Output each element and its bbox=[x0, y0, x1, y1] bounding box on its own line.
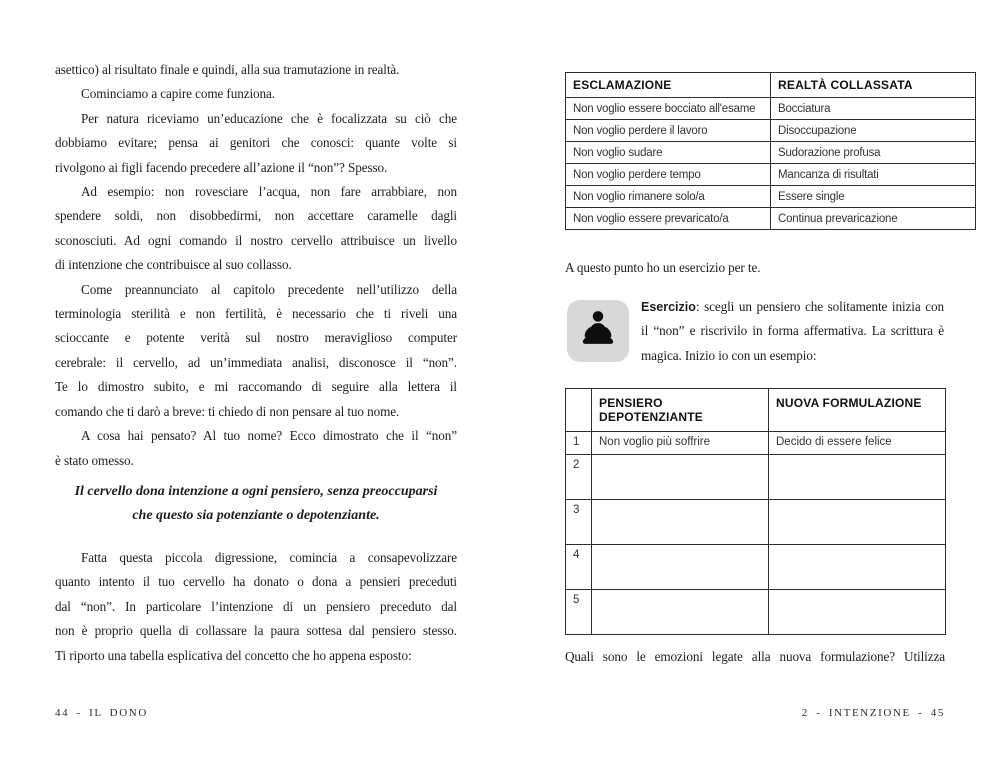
text-line: sconosciuti. Ad ogni comando il nostro cervello attribuisce un livello bbox=[55, 232, 457, 248]
table-header-cell: ESCLAMAZIONE bbox=[566, 73, 771, 98]
collapse-table bbox=[565, 72, 976, 230]
table-cell-empty bbox=[592, 590, 769, 635]
table-cell: Non voglio rimanere solo/a bbox=[566, 186, 771, 208]
text-line: comando che ti darò a breve: ti chiedo di non pensare al tuo nome. bbox=[55, 403, 400, 419]
text-line: Te lo dimostro subito, e mi raccomando di seguire alla lettera il bbox=[55, 379, 457, 395]
row-number-cell: 1 bbox=[566, 432, 592, 455]
table-header-cell: NUOVA FORMULAZIONE bbox=[769, 389, 946, 432]
text-line: terminologia sterilità e non fertilità, è necessario che ti riveli una bbox=[55, 306, 457, 322]
text-line: Per natura riceviamo un’educazione che è focalizzata su ciò che bbox=[81, 110, 457, 126]
meditation-icon bbox=[567, 300, 629, 362]
table-row bbox=[566, 208, 976, 230]
text-line: non è proprio quella di collassare la paura sottesa dal pensiero stesso. bbox=[55, 623, 457, 639]
table-cell: Non voglio essere prevaricato/a bbox=[566, 208, 771, 230]
text-line: Come preannunciato al capitolo precedente nell’utilizzo della bbox=[81, 281, 457, 297]
table-row bbox=[566, 142, 976, 164]
table-row bbox=[566, 545, 946, 590]
text-line: Ti riporto una tabella esplicativa del concetto che ho appena esposto: bbox=[55, 647, 412, 663]
exercise-body: : scegli un pensiero che solitamente inizia con il “non” e riscrivilo in forma affermativa. La scrittura è magica. Inizio io con un esempio: bbox=[641, 299, 944, 363]
text-line: spendere soldi, non disobbedirmi, non accettare caramelle dagli bbox=[55, 208, 457, 224]
table-cell: Essere single bbox=[771, 186, 976, 208]
text-line: rivolgono ai figli facendo precedere all’azione il “non”? Spesso. bbox=[55, 159, 388, 175]
exercise-text bbox=[641, 295, 944, 368]
table-header-cell: PENSIERO DEPOTENZIANTE bbox=[592, 389, 769, 432]
table-cell: Mancanza di risultati bbox=[771, 164, 976, 186]
quote-line: che questo sia potenziante o depotenziante. bbox=[132, 508, 380, 524]
text-line: Cominciamo a capire come funziona. bbox=[81, 86, 275, 102]
table-row bbox=[566, 455, 946, 500]
table-cell: Bocciatura bbox=[771, 98, 976, 120]
text-line: di intenzione che contribuisce al suo collasso. bbox=[55, 257, 292, 273]
table-cell: Continua prevaricazione bbox=[771, 208, 976, 230]
quote-line: Il cervello dona intenzione a ogni pensiero, senza preoccuparsi bbox=[74, 483, 438, 499]
table-cell: Non voglio perdere il lavoro bbox=[566, 120, 771, 142]
table-cell: Non voglio sudare bbox=[566, 142, 771, 164]
page-footer-left: 44 - IL DONO bbox=[55, 707, 148, 719]
table-cell-empty bbox=[769, 545, 946, 590]
left-page-text-column bbox=[55, 58, 457, 668]
table-cell-empty bbox=[592, 500, 769, 545]
table-cell-empty bbox=[769, 455, 946, 500]
exercise-table bbox=[565, 388, 946, 635]
row-number-cell: 3 bbox=[566, 500, 592, 545]
table-cell-empty bbox=[592, 545, 769, 590]
exercise-intro-text: A questo punto ho un esercizio per te. bbox=[565, 260, 761, 275]
table-row bbox=[566, 500, 946, 545]
table-header-cell bbox=[566, 389, 592, 432]
table-row bbox=[566, 120, 976, 142]
page-footer-right: 2 - INTENZIONE - 45 bbox=[801, 707, 945, 719]
text-line: cerebrale: il cervello, ad un’immediata analisi, disconosce il “non”. bbox=[55, 354, 457, 370]
text-line: dobbiamo evitare; pensa ai genitori che conosci: quante volte si bbox=[55, 135, 457, 151]
table-cell: Non voglio perdere tempo bbox=[566, 164, 771, 186]
table-cell: Non voglio essere bocciato all'esame bbox=[566, 98, 771, 120]
text-line: scioccante e potente verità sul nostro meraviglioso computer bbox=[55, 330, 457, 346]
row-number-cell: 2 bbox=[566, 455, 592, 500]
table-cell-empty bbox=[769, 590, 946, 635]
exercise-callout bbox=[567, 300, 945, 368]
table-cell: Sudorazione profusa bbox=[771, 142, 976, 164]
table-row bbox=[566, 98, 976, 120]
text-line: quanto intento il tuo cervello ha donato o dona a pensieri preceduti bbox=[55, 574, 457, 590]
row-number-cell: 4 bbox=[566, 545, 592, 590]
table-header-cell: REALTÀ COLLASSATA bbox=[771, 73, 976, 98]
table-cell: Non voglio più soffrire bbox=[592, 432, 769, 455]
question-text: Quali sono le emozioni legate alla nuova formulazione? Utilizza bbox=[565, 649, 945, 664]
table-row bbox=[566, 590, 946, 635]
text-line: A cosa hai pensato? Al tuo nome? Ecco dimostrato che il “non” bbox=[81, 428, 457, 444]
table-cell: Disoccupazione bbox=[771, 120, 976, 142]
text-line: dal “non”. In particolare l’intenzione di un pensiero preceduto dal bbox=[55, 598, 457, 614]
table-cell: Decido di essere felice bbox=[769, 432, 946, 455]
text-line: Fatta questa piccola digressione, comincia a consapevolizzare bbox=[81, 549, 457, 565]
text-line: asettico) al risultato finale e quindi, alla sua tramutazione in realtà. bbox=[55, 62, 400, 77]
table-cell-empty bbox=[769, 500, 946, 545]
table-row bbox=[566, 164, 976, 186]
table-row bbox=[566, 432, 946, 455]
text-line: è stato omesso. bbox=[55, 452, 134, 468]
table-row bbox=[566, 186, 976, 208]
exercise-label: Esercizio bbox=[641, 300, 696, 314]
row-number-cell: 5 bbox=[566, 590, 592, 635]
text-line: Ad esempio: non rovesciare l’acqua, non fare arrabbiare, non bbox=[81, 184, 457, 200]
pull-quote bbox=[55, 480, 457, 529]
table-cell-empty bbox=[592, 455, 769, 500]
